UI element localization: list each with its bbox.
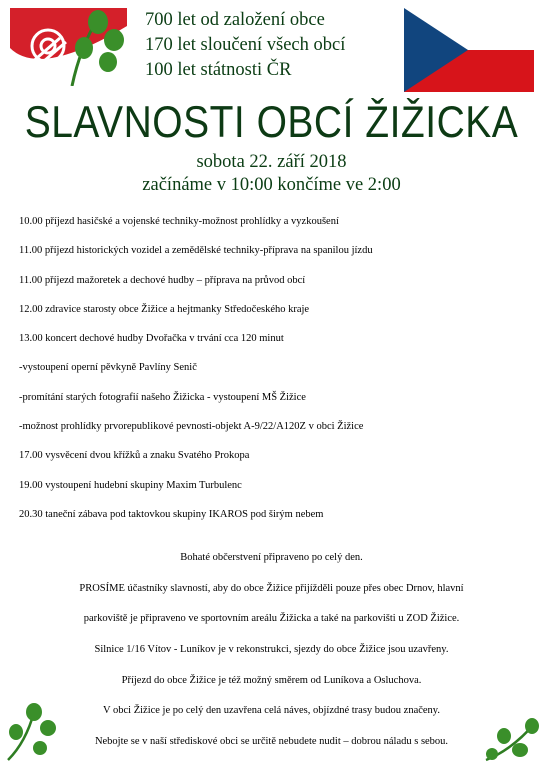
page-title: SLAVNOSTI OBCÍ ŽIŽICKA <box>24 98 519 148</box>
anniversary-line: 700 let od založení obce <box>145 10 325 30</box>
leaf-sprig-icon <box>482 716 540 766</box>
event-time: začínáme v 10:00 končíme ve 2:00 <box>142 175 401 195</box>
program-item: -promítání starých fotografií našeho Žižicka - vystoupení MŠ Žižice <box>19 391 306 403</box>
program-item: 13.00 koncert dechové hudby Dvořačka v trvání cca 120 minut <box>19 333 284 345</box>
notes-list <box>0 543 543 758</box>
anniversary-list <box>145 8 400 83</box>
note-line: Příjezd do obce Žižice je též možný směrem od Luníkova a Osluchova. <box>121 674 422 686</box>
note-line: V obci Žižice je po celý den uzavřena celá náves, objízdné trasy budou značeny. <box>102 705 441 717</box>
note-line: Bohaté občerstvení připraveno po celý den. <box>180 552 363 563</box>
note-line: Silnice 1/16 Vítov - Luníkov je v rekonstrukci, sjezdy do obce Žižice jsou uzavřeny. <box>94 644 449 656</box>
program-item: 11.00 příjezd mažoretek a dechové hudby – příprava na průvod obcí <box>19 274 306 286</box>
program-item: 20.30 taneční zábava pod taktovkou skupiny IKAROS pod širým nebem <box>19 508 324 520</box>
program-item: 19.00 vystoupení hudební skupiny Maxim Turbulenc <box>19 479 242 491</box>
note-line: parkoviště je připraveno ve sportovním areálu Žižicka a také na parkovišti u ZOD Žižice. <box>83 613 460 625</box>
event-date: sobota 22. září 2018 <box>196 152 347 172</box>
program-item: -možnost prohlídky prvorepublikové pevnosti-objekt A-9/22/A120Z v obci Žižice <box>19 421 364 433</box>
leaf-sprig-icon <box>4 702 62 764</box>
program-item: 17.00 vysvěcení dvou křížků a znaku Svatého Prokopa <box>19 450 250 462</box>
note-line: PROSÍME účastníky slavností, aby do obce Žižice přijížděli pouze přes obec Drnov, hlavní <box>79 582 464 594</box>
note-line: Nebojte se v naší střediskové obci se určitě nebudete nudit – dobrou náladu s sebou. <box>94 736 449 748</box>
program-item: -vystoupení operní pěvkyně Pavlíny Senič <box>19 362 197 374</box>
program-item: 12.00 zdravice starosty obce Žižice a hejtmanky Středočeského kraje <box>19 303 310 315</box>
coat-of-arms-emblem <box>10 8 127 86</box>
czech-flag-image <box>404 8 534 92</box>
program-item: 10.00 příjezd hasičské a vojenské techniky-možnost prohlídky a vyzkoušení <box>19 216 339 227</box>
anniversary-line: 170 let sloučení všech obcí <box>145 35 346 55</box>
program-item: 11.00 příjezd historických vozidel a zemědělské techniky-příprava na spanilou jízdu <box>19 245 373 257</box>
anniversary-line: 100 let státnosti ČR <box>145 60 292 80</box>
program-list <box>19 207 529 529</box>
